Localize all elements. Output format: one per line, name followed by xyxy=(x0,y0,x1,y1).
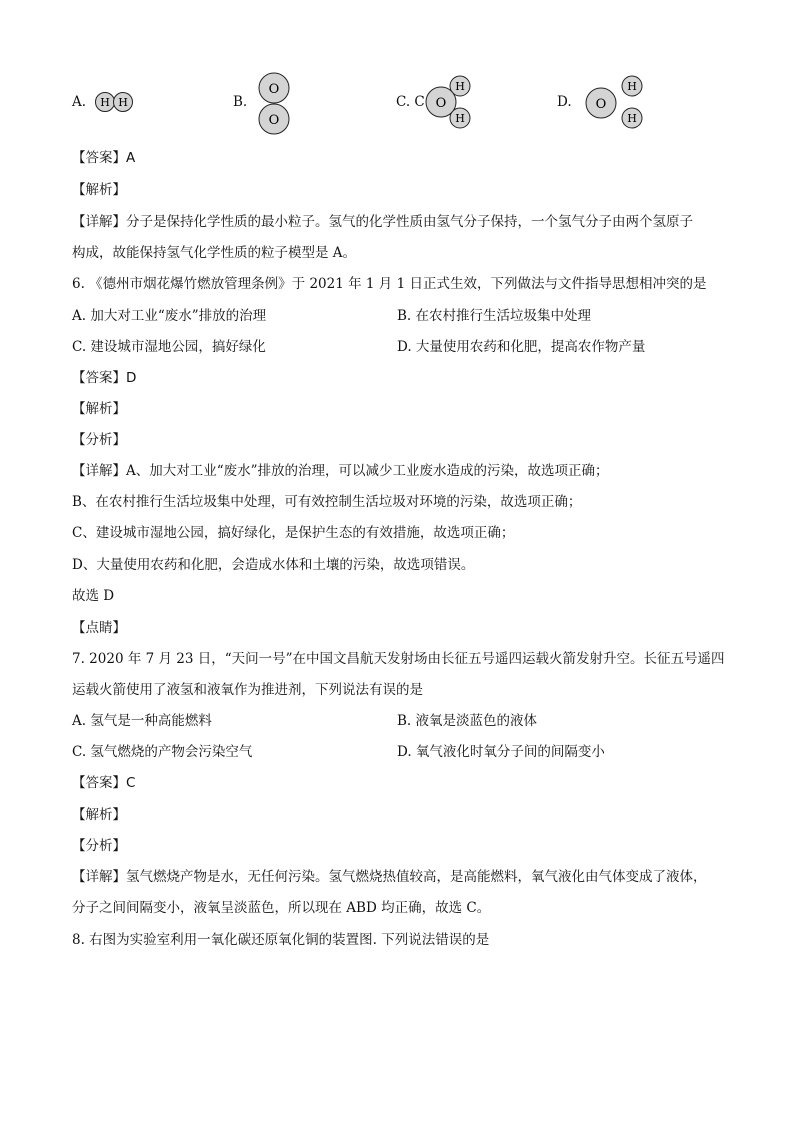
q7-stem-line-1: 7. 2020 年 7 月 23 日，“天问一号”在中国文昌航天发射场由长征五号遥四运载火箭发射升空。长征五号遥四 xyxy=(72,651,725,667)
molecule-d xyxy=(584,74,646,134)
option-a-label: A. xyxy=(72,94,87,110)
q6-option-c: C. 建设城市湿地公园，搞好绿化 xyxy=(72,339,266,355)
atom-h: H xyxy=(118,96,128,109)
q6-conclusion: 故选 D xyxy=(72,588,115,604)
q7-answer: 【答案】C xyxy=(72,775,136,791)
molecule-c xyxy=(422,74,474,134)
q5-analysis-heading: 【解析】 xyxy=(72,182,126,198)
q7-fenxi-heading: 【分析】 xyxy=(72,838,126,854)
atom-h: H xyxy=(627,112,637,125)
option-b-label: B. xyxy=(233,94,248,110)
atom-o: O xyxy=(268,82,280,97)
molecule-b-o2 xyxy=(256,72,292,140)
q5-detail-line-1: 【详解】分子是保持化学性质的最小粒子。氢气的化学性质由氢气分子保持，一个氢气分子由两个氢原子 xyxy=(72,214,693,230)
atom-h: H xyxy=(627,80,637,93)
q7-option-a: A. 氢气是一种高能燃料 xyxy=(72,713,212,729)
option-d-label: D. xyxy=(557,94,572,110)
q6-detail-line-1: 【详解】A、加大对工业“废水”排放的治理，可以减少工业废水造成的污染，故选项正确； xyxy=(72,463,609,479)
q8-stem: 8. 右图为实验室利用一氧化碳还原氧化铜的装置图. 下列说法错误的是 xyxy=(72,932,490,948)
q7-analysis-heading: 【解析】 xyxy=(72,807,126,823)
q6-detail-line-2: B、在农村推行生活垃圾集中处理，可有效控制生活垃圾对环境的污染，故选项正确； xyxy=(72,494,582,510)
atom-h: H xyxy=(455,112,465,125)
q6-option-b: B. 在农村推行生活垃圾集中处理 xyxy=(397,308,592,324)
q6-option-a: A. 加大对工业“废水”排放的治理 xyxy=(72,308,267,324)
q6-detail-line-4: D、大量使用农药和化肥，会造成水体和土壤的污染，故选项错误。 xyxy=(72,557,475,573)
q5-detail-line-2: 构成，故能保持氢气化学性质的粒子模型是 A。 xyxy=(72,245,357,261)
option-c-label: C. C xyxy=(396,94,425,110)
q7-detail-line-1: 【详解】氢气燃烧产物是水，无任何污染。氢气燃烧热值较高，是高能燃料，氧气液化由气体变成了液体， xyxy=(72,869,707,885)
q6-option-d: D. 大量使用农药和化肥，提高农作物产量 xyxy=(397,339,646,355)
q7-option-b: B. 液氧是淡蓝色的液体 xyxy=(397,713,538,729)
q7-stem-line-2: 运载火箭使用了液氢和液氧作为推进剂，下列说法有误的是 xyxy=(72,682,423,698)
atom-h: H xyxy=(455,80,465,93)
q6-analysis-heading: 【解析】 xyxy=(72,401,126,417)
atom-o: O xyxy=(595,97,607,112)
q6-stem: 6. 《德州市烟花爆竹燃放管理条例》于 2021 年 1 月 1 日正式生效，下列做法与文件指导思想相冲突的是 xyxy=(72,276,707,292)
q5-answer: 【答案】A xyxy=(72,150,136,166)
q7-option-c: C. 氢气燃烧的产物会污染空气 xyxy=(72,744,253,760)
atom-h: H xyxy=(100,96,110,109)
molecule-a-h2 xyxy=(94,91,138,117)
q7-option-d: D. 氧气液化时氧分子间的间隔变小 xyxy=(397,744,605,760)
atom-o: O xyxy=(268,113,280,128)
q6-fenxi-heading: 【分析】 xyxy=(72,432,126,448)
atom-o: O xyxy=(435,96,447,111)
q6-answer: 【答案】D xyxy=(72,370,137,386)
q7-detail-line-2: 分子之间间隔变小，液氧呈淡蓝色，所以现在 ABD 均正确，故选 C。 xyxy=(72,900,491,916)
q6-dianjing-heading: 【点睛】 xyxy=(72,620,126,636)
q6-detail-line-3: C、建设城市湿地公园，搞好绿化，是保护生态的有效措施，故选项正确； xyxy=(72,525,515,541)
